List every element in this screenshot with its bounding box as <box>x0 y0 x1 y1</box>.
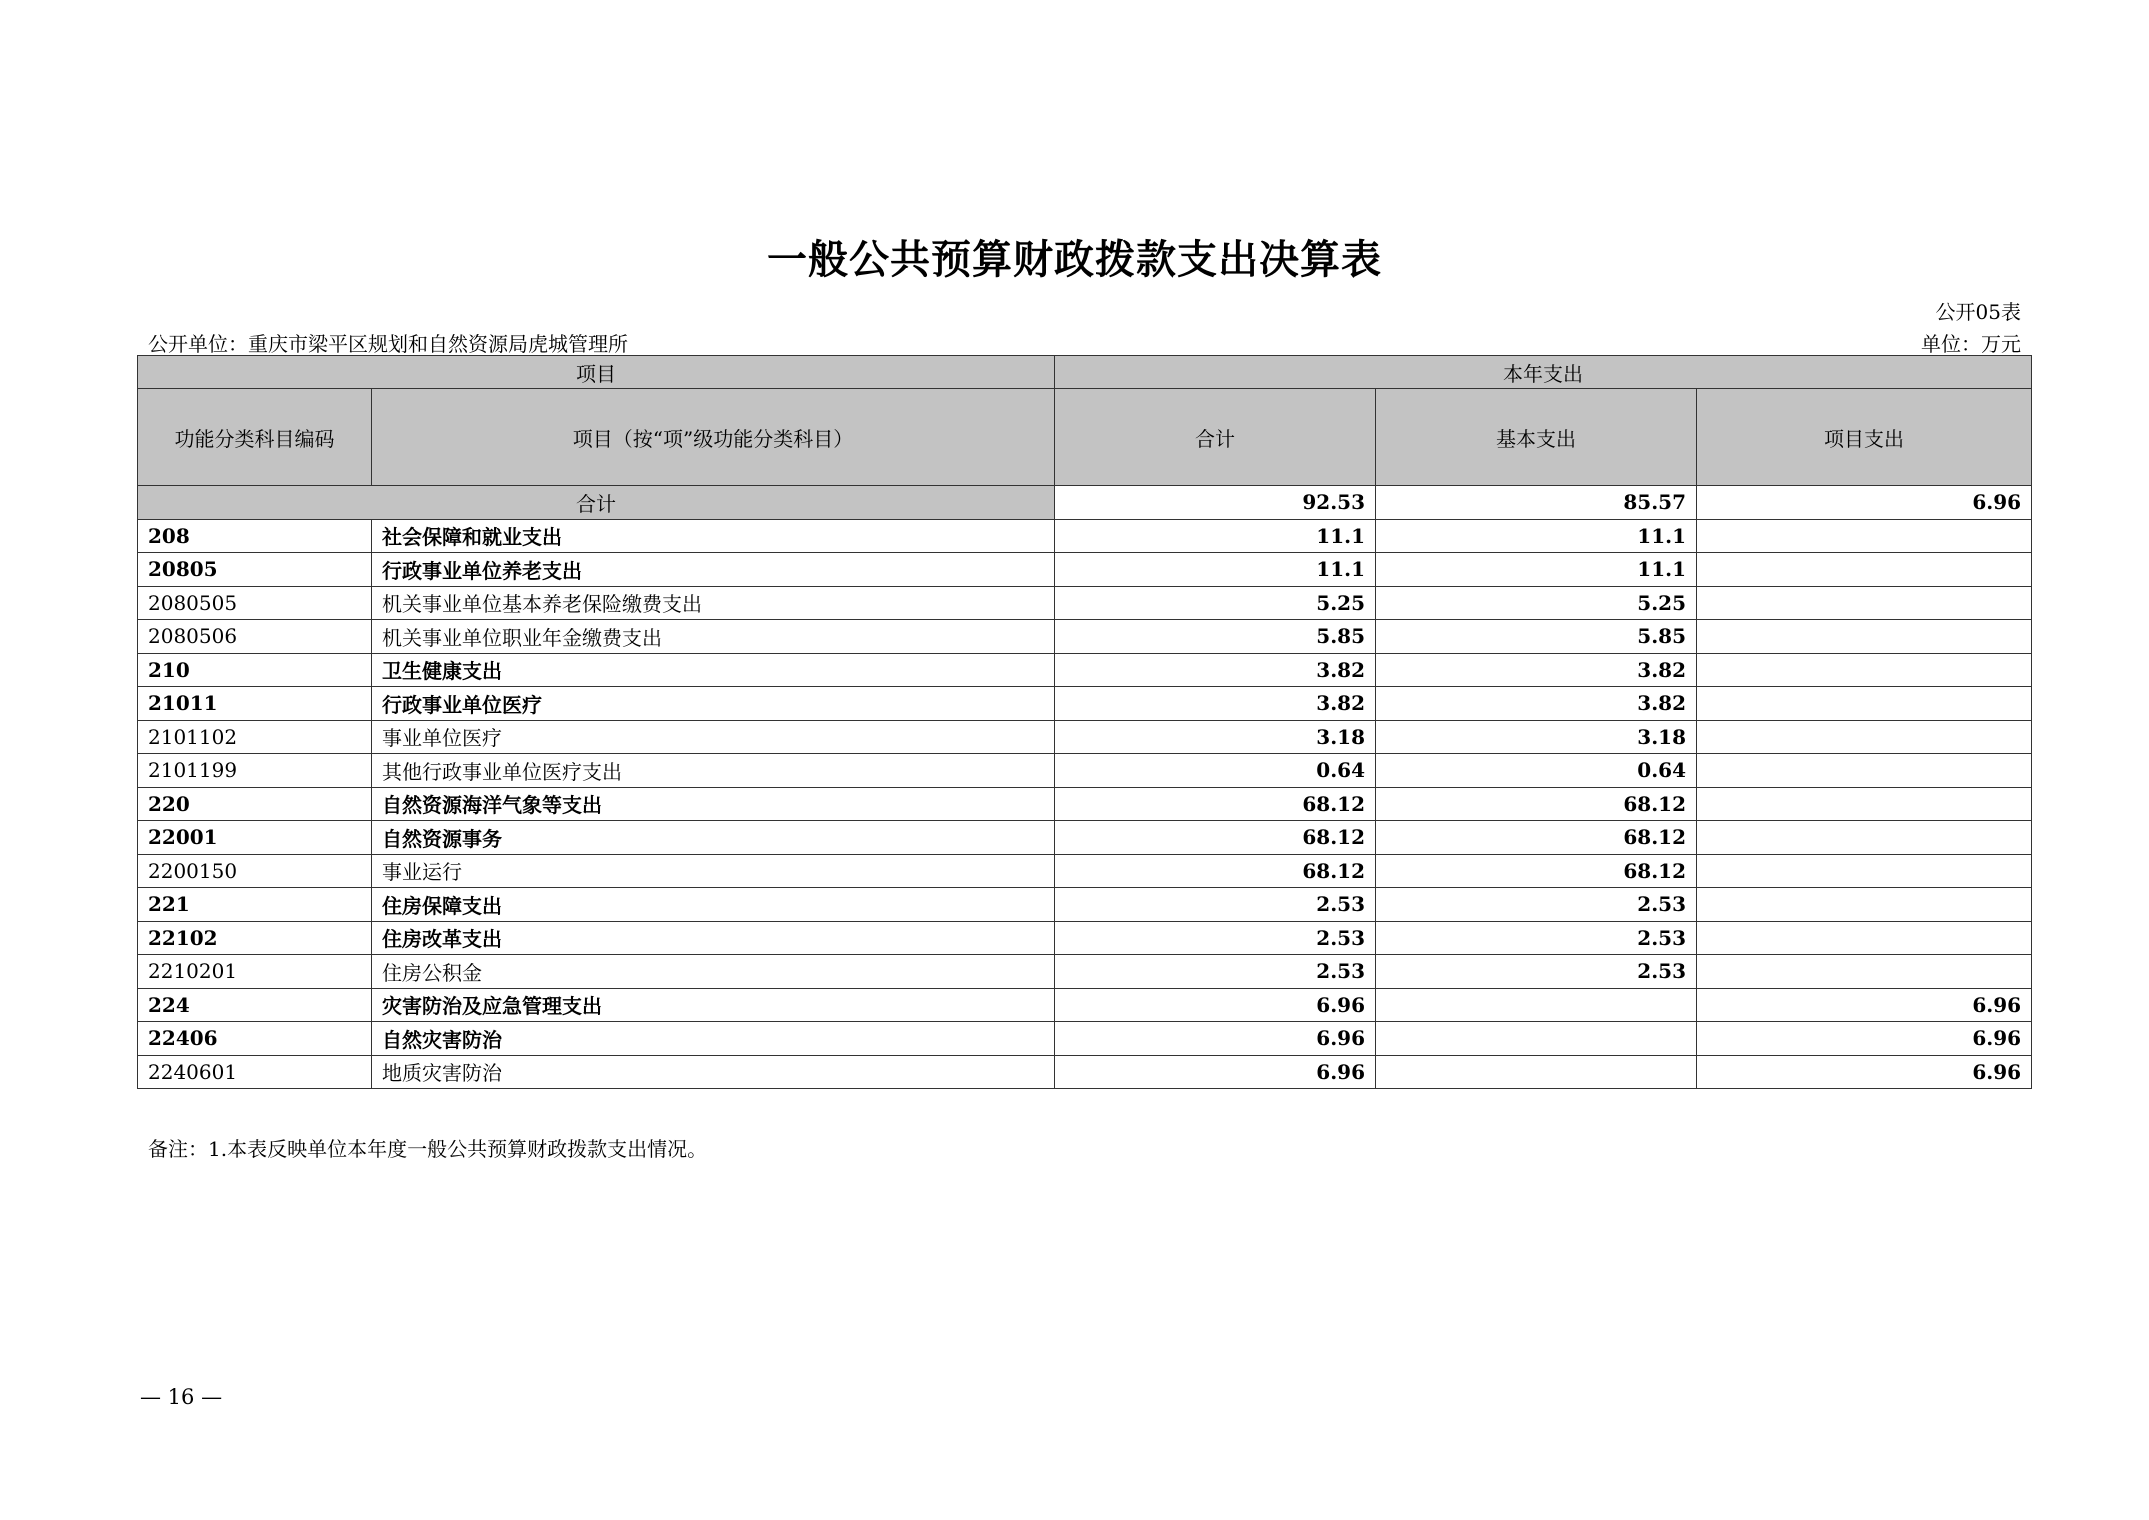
cell-code: 2101102 <box>138 720 372 754</box>
cell-project <box>1697 955 2032 989</box>
total-basic: 85.57 <box>1376 486 1697 520</box>
cell-total: 3.82 <box>1055 687 1376 721</box>
cell-basic: 2.53 <box>1376 921 1697 955</box>
cell-total: 0.64 <box>1055 754 1376 788</box>
cell-project <box>1697 754 2032 788</box>
cell-basic: 3.18 <box>1376 720 1697 754</box>
cell-name: 事业运行 <box>372 854 1055 888</box>
cell-project: 6.96 <box>1697 1055 2032 1089</box>
cell-total: 3.82 <box>1055 653 1376 687</box>
cell-basic: 2.53 <box>1376 888 1697 922</box>
page-title: 一般公共预算财政拨款支出决算表 <box>767 236 1382 283</box>
cell-project <box>1697 720 2032 754</box>
form-number: 公开05表 <box>1935 300 2021 324</box>
cell-name: 行政事业单位医疗 <box>372 687 1055 721</box>
cell-total: 68.12 <box>1055 787 1376 821</box>
cell-total: 68.12 <box>1055 821 1376 855</box>
footnote: 备注：1.本表反映单位本年度一般公共预算财政拨款支出情况。 <box>148 1137 708 1161</box>
page-number: — 16 — <box>140 1385 223 1409</box>
cell-name: 其他行政事业单位医疗支出 <box>372 754 1055 788</box>
cell-code: 2200150 <box>138 854 372 888</box>
cell-total: 2.53 <box>1055 955 1376 989</box>
cell-code: 220 <box>138 787 372 821</box>
cell-basic: 11.1 <box>1376 553 1697 587</box>
cell-name: 住房保障支出 <box>372 888 1055 922</box>
col-header-basic: 基本支出 <box>1376 389 1697 486</box>
cell-basic: 68.12 <box>1376 821 1697 855</box>
cell-name: 行政事业单位养老支出 <box>372 553 1055 587</box>
cell-total: 5.25 <box>1055 586 1376 620</box>
header-row-2 <box>138 389 2032 486</box>
cell-name: 灾害防治及应急管理支出 <box>372 988 1055 1022</box>
cell-project: 6.96 <box>1697 1022 2032 1056</box>
cell-code: 21011 <box>138 687 372 721</box>
cell-total: 3.18 <box>1055 720 1376 754</box>
cell-project <box>1697 620 2032 654</box>
table-row <box>138 519 2032 553</box>
cell-project <box>1697 553 2032 587</box>
table-row <box>138 653 2032 687</box>
cell-name: 自然资源海洋气象等支出 <box>372 787 1055 821</box>
cell-total: 11.1 <box>1055 519 1376 553</box>
cell-name: 住房公积金 <box>372 955 1055 989</box>
cell-name: 卫生健康支出 <box>372 653 1055 687</box>
table-row <box>138 854 2032 888</box>
cell-basic <box>1376 1022 1697 1056</box>
total-sum: 92.53 <box>1055 486 1376 520</box>
cell-total: 11.1 <box>1055 553 1376 587</box>
cell-total: 68.12 <box>1055 854 1376 888</box>
cell-basic <box>1376 1055 1697 1089</box>
table-row <box>138 687 2032 721</box>
cell-name: 机关事业单位基本养老保险缴费支出 <box>372 586 1055 620</box>
cell-total: 5.85 <box>1055 620 1376 654</box>
col-header-code: 功能分类科目编码 <box>138 389 372 486</box>
cell-project <box>1697 687 2032 721</box>
cell-project: 6.96 <box>1697 988 2032 1022</box>
cell-basic <box>1376 988 1697 1022</box>
table-row <box>138 1022 2032 1056</box>
header-row-1 <box>138 356 2032 389</box>
cell-project <box>1697 653 2032 687</box>
cell-total: 6.96 <box>1055 1022 1376 1056</box>
total-label: 合计 <box>138 486 1055 520</box>
expenditure-table <box>137 355 2032 1089</box>
table-row <box>138 754 2032 788</box>
cell-basic: 68.12 <box>1376 854 1697 888</box>
cell-name: 社会保障和就业支出 <box>372 519 1055 553</box>
cell-name: 机关事业单位职业年金缴费支出 <box>372 620 1055 654</box>
cell-code: 20805 <box>138 553 372 587</box>
cell-name: 住房改革支出 <box>372 921 1055 955</box>
cell-code: 22102 <box>138 921 372 955</box>
col-header-total: 合计 <box>1055 389 1376 486</box>
total-project: 6.96 <box>1697 486 2032 520</box>
currency-unit: 单位：万元 <box>1921 332 2021 356</box>
col-header-project: 项目支出 <box>1697 389 2032 486</box>
cell-basic: 5.85 <box>1376 620 1697 654</box>
cell-basic: 11.1 <box>1376 519 1697 553</box>
cell-code: 2101199 <box>138 754 372 788</box>
cell-basic: 0.64 <box>1376 754 1697 788</box>
cell-project <box>1697 888 2032 922</box>
cell-name: 地质灾害防治 <box>372 1055 1055 1089</box>
cell-project <box>1697 921 2032 955</box>
cell-project <box>1697 821 2032 855</box>
cell-total: 6.96 <box>1055 988 1376 1022</box>
table-row <box>138 821 2032 855</box>
cell-code: 208 <box>138 519 372 553</box>
table-row <box>138 888 2032 922</box>
col-header-name: 项目（按“项”级功能分类科目） <box>372 389 1055 486</box>
cell-project <box>1697 586 2032 620</box>
cell-basic: 2.53 <box>1376 955 1697 989</box>
cell-code: 2080505 <box>138 586 372 620</box>
cell-total: 6.96 <box>1055 1055 1376 1089</box>
cell-code: 2080506 <box>138 620 372 654</box>
cell-project <box>1697 787 2032 821</box>
header-project: 项目 <box>138 356 1055 389</box>
table-row <box>138 553 2032 587</box>
header-year-spend: 本年支出 <box>1055 356 2032 389</box>
table-row <box>138 988 2032 1022</box>
cell-code: 22001 <box>138 821 372 855</box>
table-row <box>138 1055 2032 1089</box>
table-row <box>138 720 2032 754</box>
cell-code: 2210201 <box>138 955 372 989</box>
table-row <box>138 620 2032 654</box>
table-row <box>138 787 2032 821</box>
cell-code: 221 <box>138 888 372 922</box>
cell-name: 事业单位医疗 <box>372 720 1055 754</box>
cell-basic: 3.82 <box>1376 653 1697 687</box>
cell-code: 210 <box>138 653 372 687</box>
cell-total: 2.53 <box>1055 888 1376 922</box>
cell-total: 2.53 <box>1055 921 1376 955</box>
cell-code: 224 <box>138 988 372 1022</box>
table-row <box>138 955 2032 989</box>
table-row <box>138 586 2032 620</box>
cell-name: 自然灾害防治 <box>372 1022 1055 1056</box>
cell-code: 2240601 <box>138 1055 372 1089</box>
cell-code: 22406 <box>138 1022 372 1056</box>
table-row <box>138 921 2032 955</box>
cell-basic: 3.82 <box>1376 687 1697 721</box>
total-row <box>138 486 2032 520</box>
cell-basic: 68.12 <box>1376 787 1697 821</box>
cell-name: 自然资源事务 <box>372 821 1055 855</box>
cell-project <box>1697 519 2032 553</box>
cell-basic: 5.25 <box>1376 586 1697 620</box>
cell-project <box>1697 854 2032 888</box>
reporting-unit: 公开单位：重庆市梁平区规划和自然资源局虎城管理所 <box>148 332 628 356</box>
